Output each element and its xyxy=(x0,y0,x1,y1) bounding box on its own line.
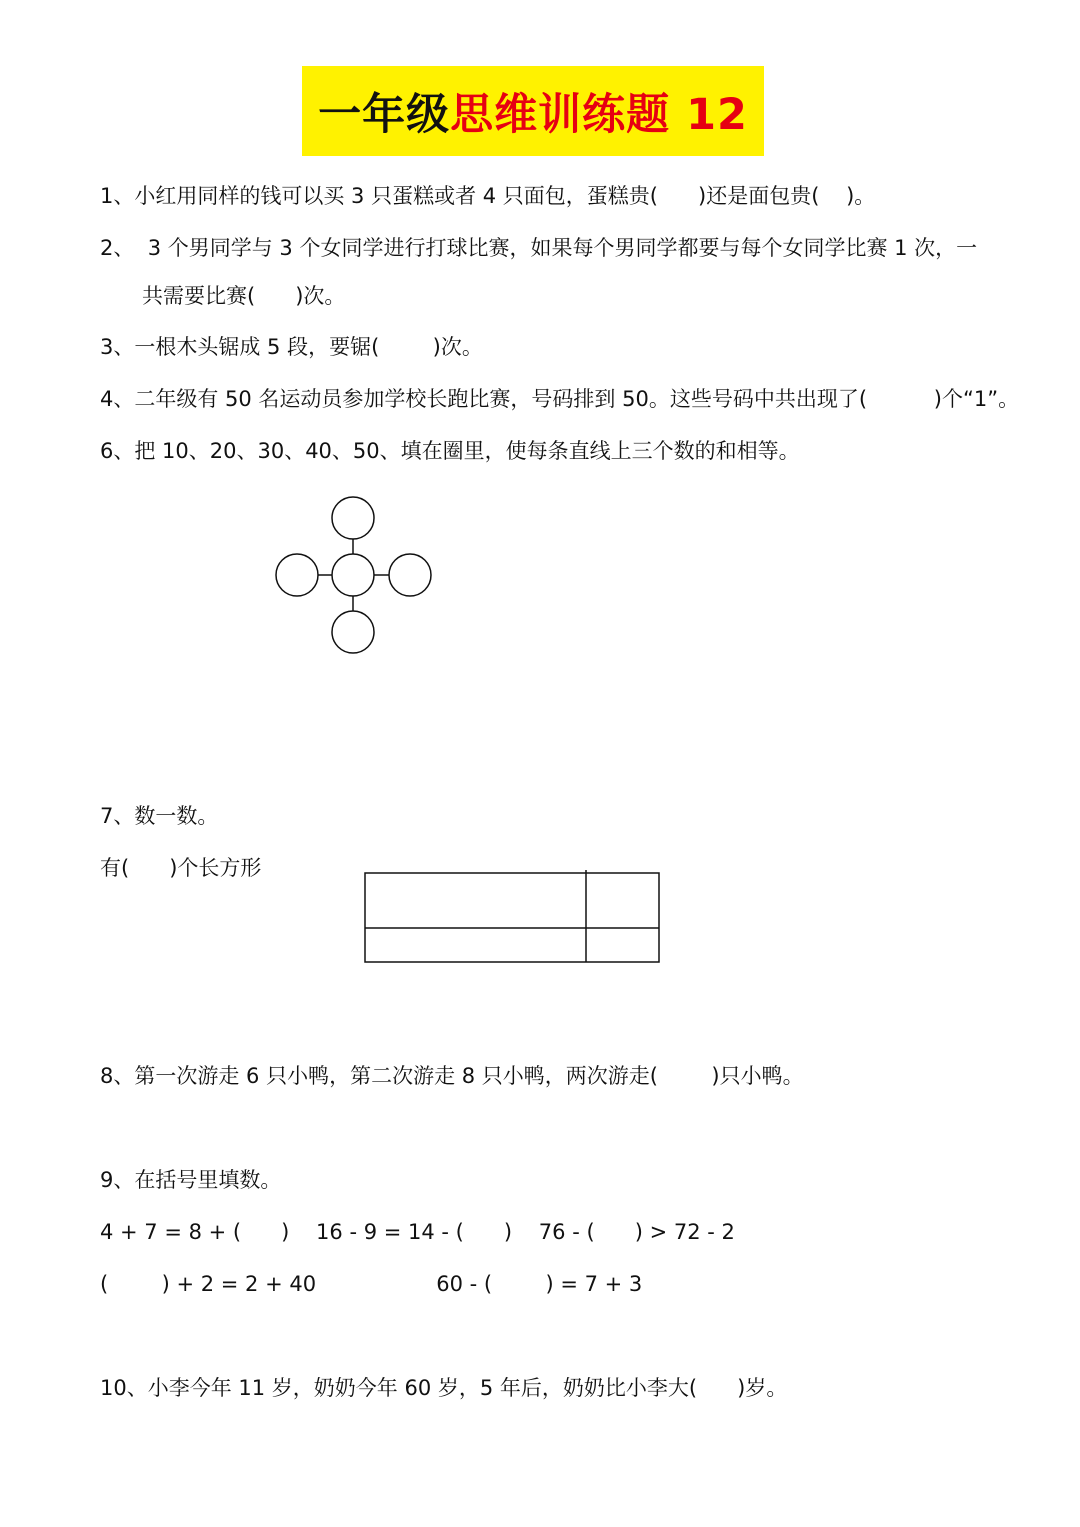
question-9: 9、在括号里填数。 xyxy=(100,1168,282,1192)
question-2-line-2: 共需要比赛( )次。 xyxy=(142,284,346,308)
rectangle-figure xyxy=(364,872,661,965)
outer-rectangle xyxy=(365,873,659,962)
question-7: 7、数一数。 xyxy=(100,804,219,828)
title-topic: 思维训练题 12 xyxy=(450,89,748,140)
worksheet-title xyxy=(302,66,764,156)
circle-left xyxy=(276,554,318,596)
circle-top xyxy=(332,497,374,539)
circle-cross-diagram xyxy=(270,492,440,657)
question-4: 4、二年级有 50 名运动员参加学校长跑比赛，号码排到 50。这些号码中共出现了( )个“1”。 xyxy=(100,387,1020,411)
question-9-row-1: 4 + 7 = 8 + ( ) 16 - 9 = 14 - ( ) 76 - ( ) > 72 - 2 xyxy=(100,1220,735,1244)
circle-right xyxy=(389,554,431,596)
question-8: 8、第一次游走 6 只小鸭，第二次游走 8 只小鸭，两次游走( )只小鸭。 xyxy=(100,1064,804,1088)
circle-bottom xyxy=(332,611,374,653)
question-9-row-2: ( ) + 2 = 2 + 40 60 - ( ) = 7 + 3 xyxy=(100,1272,643,1296)
question-6: 6、把 10、20、30、40、50、填在圈里，使每条直线上三个数的和相等。 xyxy=(100,439,800,463)
circle-center xyxy=(332,554,374,596)
question-10: 10、小李今年 11 岁，奶奶今年 60 岁，5 年后，奶奶比小李大( )岁。 xyxy=(100,1376,788,1400)
question-2-line-1: 2、 3 个男同学与 3 个女同学进行打球比赛，如果每个男同学都要与每个女同学比赛 1 次，一 xyxy=(100,236,978,260)
question-1: 1、小红用同样的钱可以买 3 只蛋糕或者 4 只面包，蛋糕贵( )还是面包贵( )。 xyxy=(100,184,876,208)
question-7-answer: 有( )个长方形 xyxy=(100,856,262,880)
question-3: 3、一根木头锯成 5 段，要锯( )次。 xyxy=(100,335,483,359)
title-grade: 一年级 xyxy=(318,89,451,140)
